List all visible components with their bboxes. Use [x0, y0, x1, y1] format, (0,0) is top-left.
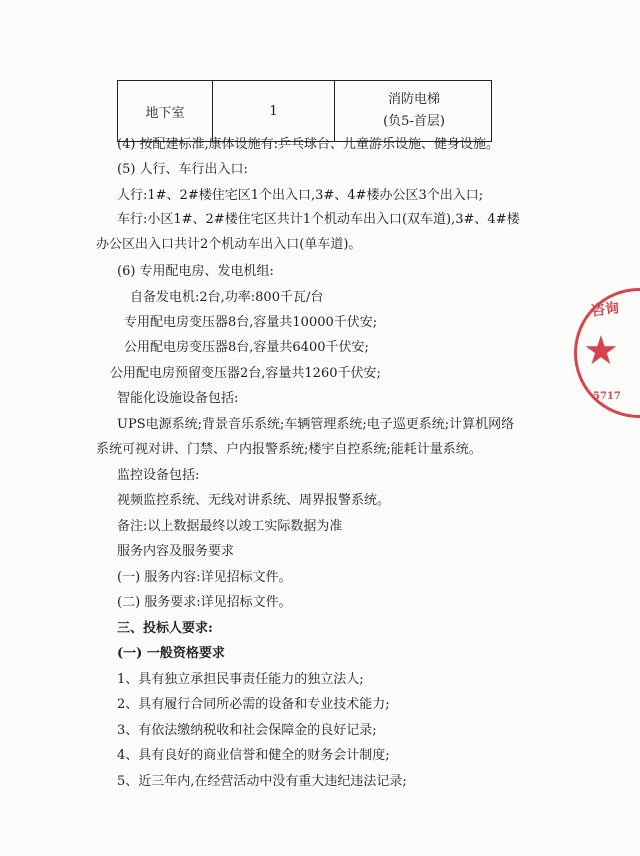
facility-table: [117, 80, 492, 142]
text-line-smart-heading: 智能化设施设备包括:: [117, 391, 239, 406]
text-line-note: 备注:以上数据最终以竣工实际数据为准: [117, 519, 343, 534]
list-item-req-2: 2、具有履行合同所必需的设备和专业技术能力;: [117, 697, 390, 712]
list-item-req-1: 1、具有独立承担民事责任能力的独立法人;: [117, 672, 364, 687]
table-cell-description-line1: 消防电梯: [387, 92, 440, 107]
text-line-smart-systems: UPS电源系统;背景音乐系统;车辆管理系统;电子巡更系统;计算机网络: [117, 417, 515, 432]
text-line-power-heading: (6) 专用配电房、发电机组:: [117, 264, 274, 279]
table-cell-count: 1: [213, 81, 335, 141]
seal-characters: 咨询: [590, 300, 621, 320]
text-line-pedestrian: 人行:1#、2#楼住宅区1个出入口,3#、4#楼办公区3个出入口;: [117, 188, 484, 203]
table-cell-description-line2: (负5-首层): [383, 114, 445, 129]
text-line-service-content: (一) 服务内容:详见招标文件。: [117, 570, 292, 585]
list-item-req-5: 5、近三年内,在经营活动中没有重大违纪违法记录;: [117, 774, 407, 789]
seal-number: 5717: [593, 391, 621, 402]
text-line-smart-systems-cont: 系统可视对讲、门禁、户内报警系统;楼宇自控系统;能耗计量系统。: [96, 442, 482, 457]
table-cell-description: [335, 81, 493, 141]
text-line-facilities: (4) 按配建标准,康体设施有:乒乓球台、儿童游乐设施、健身设施。: [117, 137, 500, 152]
text-line-generator: 自备发电机:2台,功率:800千瓦/台: [130, 290, 324, 305]
list-item-req-4: 4、具有良好的商业信誉和健全的财务会计制度;: [117, 748, 390, 763]
seal-star-icon: ★: [583, 328, 619, 374]
text-line-monitoring-heading: 监控设备包括:: [117, 468, 200, 483]
text-line-entrances-heading: (5) 人行、车行出入口:: [117, 162, 248, 177]
section-heading-general: (一) 一般资格要求: [117, 646, 225, 661]
table-cell-location: 地下室: [118, 81, 213, 141]
text-line-service-requirements: (二) 服务要求:详见招标文件。: [117, 595, 292, 610]
text-line-dedicated-transformers: 专用配电房变压器8台,容量共10000千伏安;: [124, 315, 378, 330]
text-line-monitoring-systems: 视频监控系统、无线对讲系统、周界报警系统。: [117, 493, 391, 508]
text-line-vehicle: 车行:小区1#、2#楼住宅区共计1个机动车出入口(双车道),3#、4#楼: [117, 212, 520, 227]
text-line-vehicle-cont: 办公区出入口共计2个机动车出入口(单车道)。: [96, 237, 362, 252]
company-seal: [574, 288, 640, 418]
text-line-reserved-transformers: 公用配电房预留变压器2台,容量共1260千伏安;: [110, 366, 381, 381]
list-item-req-3: 3、有依法缴纳税收和社会保障金的良好记录;: [117, 723, 377, 738]
text-line-service-heading: 服务内容及服务要求: [117, 544, 235, 559]
section-heading-bidder: 三、投标人要求:: [117, 621, 213, 636]
text-line-public-transformers: 公用配电房变压器8台,容量共6400千伏安;: [124, 340, 369, 355]
